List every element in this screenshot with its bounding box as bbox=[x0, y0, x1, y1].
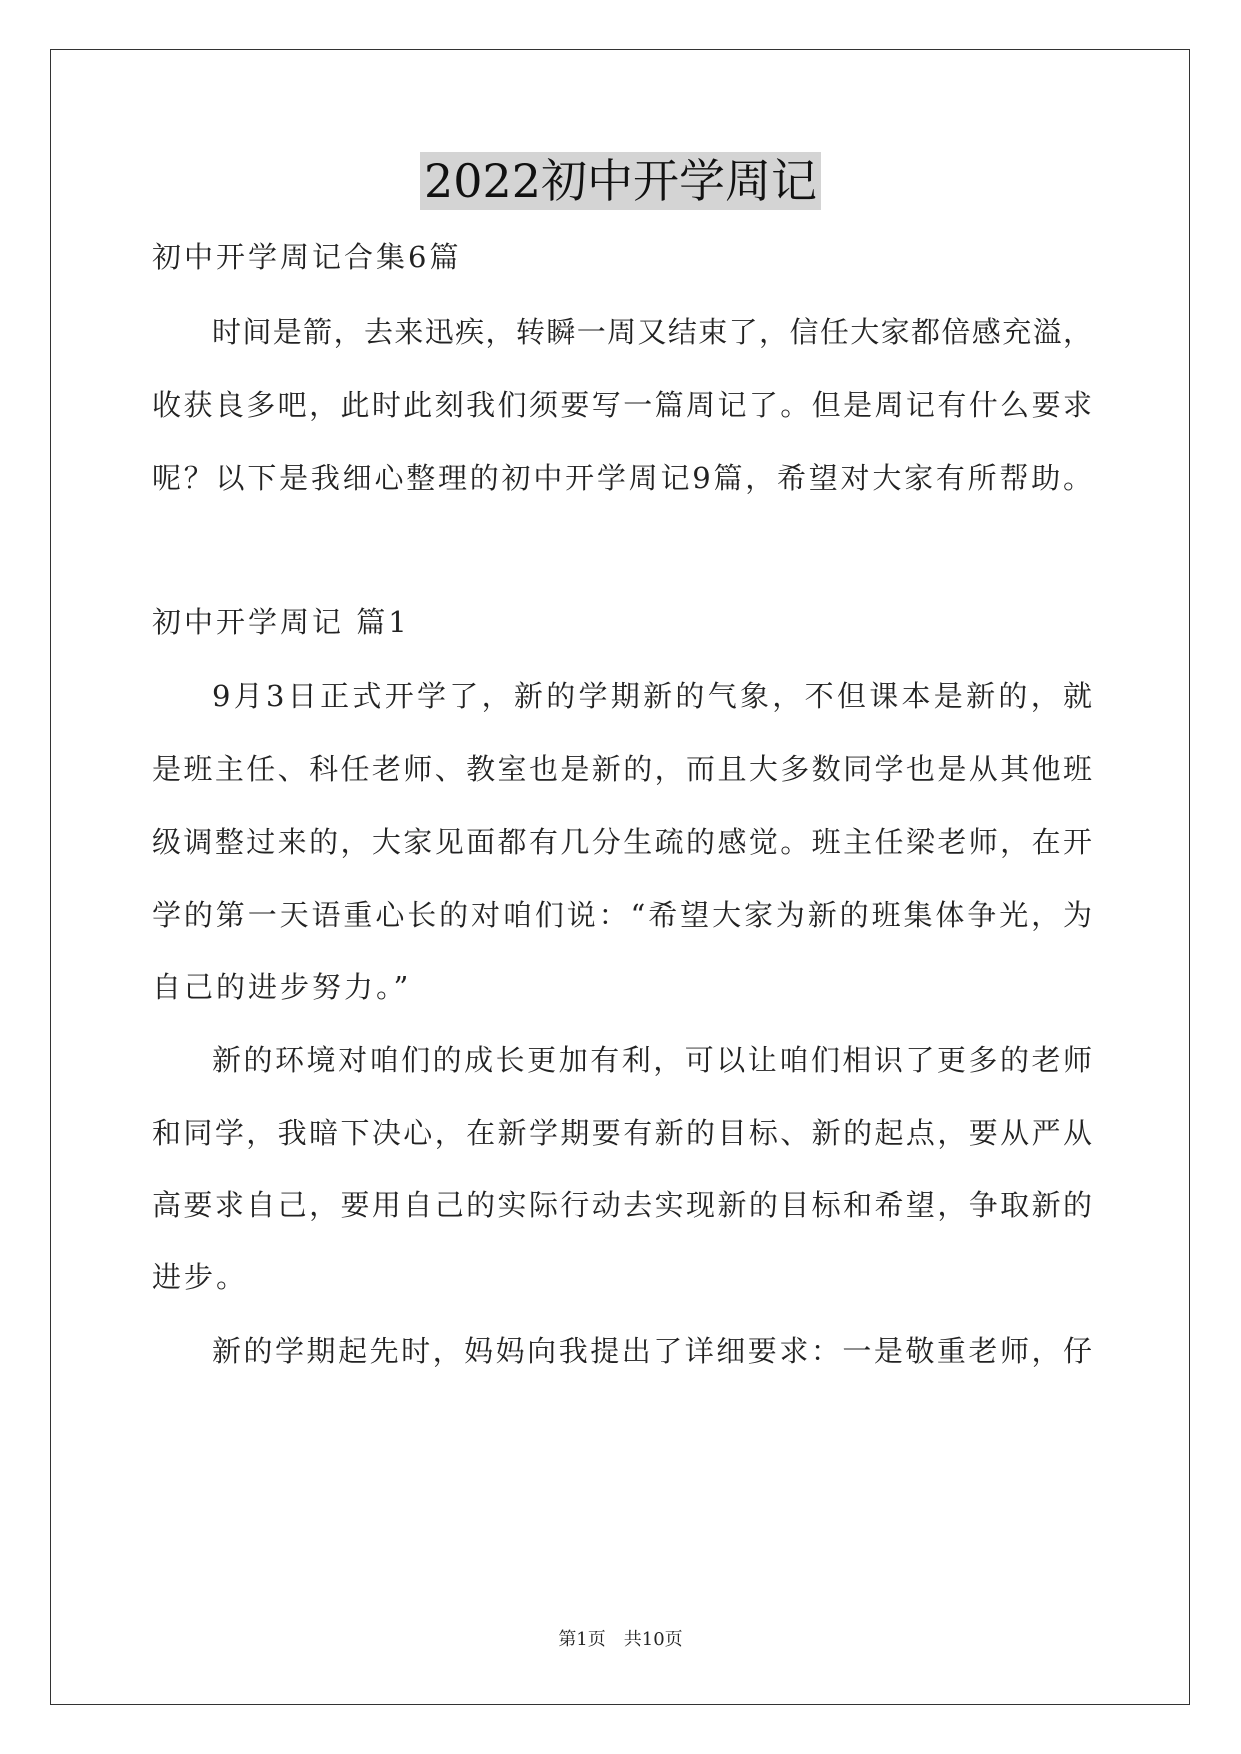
body-line: 9月3日正式开学了，新的学期新的气象，不但课本是新的，就 bbox=[212, 679, 1092, 713]
document-subtitle: 初中开学周记合集6篇 bbox=[152, 240, 462, 274]
body-line: 高要求自己，要用自己的实际行动去实现新的目标和希望，争取新的 bbox=[152, 1188, 1092, 1222]
intro-line: 收获良多吧，此时此刻我们须要写一篇周记了。但是周记有什么要求 bbox=[152, 388, 1092, 422]
body-line: 自己的进步努力。” bbox=[152, 970, 412, 1004]
body-line: 和同学，我暗下决心，在新学期要有新的目标、新的起点，要从严从 bbox=[152, 1116, 1092, 1150]
intro-line: 呢？以下是我细心整理的初中开学周记9篇，希望对大家有所帮助。 bbox=[152, 461, 1092, 495]
title-container bbox=[0, 152, 1241, 210]
document-title: 2022初中开学周记 bbox=[420, 152, 821, 210]
page-footer: 第1页 共10页 bbox=[558, 1629, 683, 1650]
body-line: 进步。 bbox=[152, 1260, 249, 1294]
page-border bbox=[50, 49, 1190, 1705]
body-line: 新的学期起先时，妈妈向我提出了详细要求：一是敬重老师，仔 bbox=[212, 1334, 1092, 1368]
section-heading: 初中开学周记 篇1 bbox=[152, 605, 410, 639]
body-line: 学的第一天语重心长的对咱们说：“希望大家为新的班集体争光，为 bbox=[152, 898, 1092, 932]
intro-line: 时间是箭，去来迅疾，转瞬一周又结束了，信任大家都倍感充溢， bbox=[212, 315, 1092, 349]
body-line: 新的环境对咱们的成长更加有利，可以让咱们相识了更多的老师 bbox=[212, 1043, 1092, 1077]
body-line: 级调整过来的，大家见面都有几分生疏的感觉。班主任梁老师，在开 bbox=[152, 825, 1092, 859]
body-line: 是班主任、科任老师、教室也是新的，而且大多数同学也是从其他班 bbox=[152, 752, 1092, 786]
